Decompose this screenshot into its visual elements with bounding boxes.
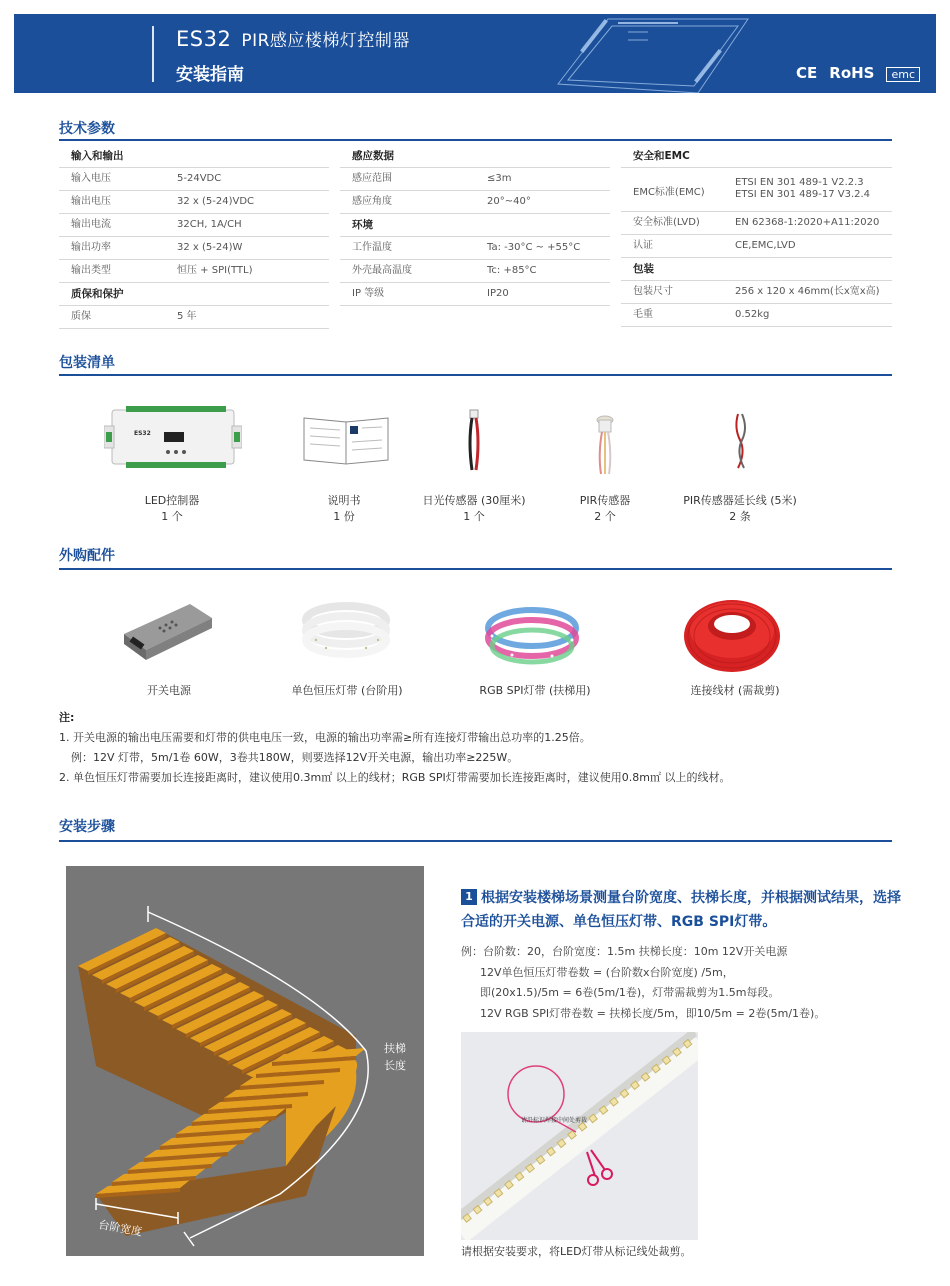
item-name: PIR传感器 [579, 494, 631, 507]
spec-value: 256 x 120 x 46mm(长x宽x高) [735, 286, 880, 297]
extension-cable-image [730, 412, 752, 470]
example-line: 即(20x1.5)/5m = 6卷(5m/1卷)，灯带需裁剪为1.5m每段。 [480, 986, 780, 999]
emc-standard-2: ETSI EN 301 489-17 V3.2.4 [735, 189, 871, 200]
spec-label: 质保 [71, 311, 91, 322]
section-divider [59, 374, 892, 376]
step-1-example [461, 942, 901, 1024]
group-label: 环境 [352, 219, 373, 231]
section-title-specs: 技术参数 [59, 121, 115, 137]
note-1: 1. 开关电源的输出电压需要和灯带的供电电压一致，电源的输出功率需≥所有连接灯带输出总功率的1.25倍。 [59, 731, 591, 744]
item-qty: 1 个 [463, 510, 485, 523]
photo-note-text: 请沿标识焊接中间处剪裁 [521, 1117, 588, 1124]
spec-label: EMC标准(EMC) [633, 187, 705, 198]
spec-row [59, 260, 329, 283]
item-name: LED控制器 [144, 494, 200, 507]
spec-label: 毛重 [633, 309, 653, 320]
spec-column-io [59, 145, 329, 329]
spec-group-header [59, 145, 329, 168]
spec-row [340, 283, 610, 306]
spec-label: 工作温度 [352, 242, 392, 253]
item-name: 说明书 [327, 494, 361, 507]
item-qty: 1 份 [333, 510, 355, 523]
spec-label: 认证 [633, 240, 653, 251]
guide-subtitle: 安装指南 [176, 65, 244, 85]
rohs-mark: RoHS [829, 64, 875, 82]
spec-row [621, 304, 892, 327]
section-divider [59, 568, 892, 570]
spec-group-header [621, 258, 892, 281]
notes-block [59, 708, 899, 788]
spec-group-header [621, 145, 892, 168]
spec-row [59, 237, 329, 260]
item-name: 日光传感器 (30厘米) [422, 494, 526, 507]
model-text: ES32 [176, 27, 232, 51]
spec-value: 恒压 + SPI(TTL) [177, 265, 253, 276]
spec-label: 输入电压 [71, 173, 111, 184]
spec-label: 输出类型 [71, 265, 111, 276]
spec-label: 输出功率 [71, 242, 111, 253]
spec-value: 5-24VDC [177, 173, 222, 184]
handrail-length-label-2: 长度 [384, 1059, 406, 1072]
product-model [176, 26, 410, 51]
ce-mark: CE [796, 64, 818, 82]
spec-value: IP20 [487, 288, 509, 299]
spec-label: 包装尺寸 [633, 286, 673, 297]
emc-standard-1: ETSI EN 301 489-1 V2.2.3 [735, 177, 864, 188]
emc-mark: emc [886, 67, 920, 82]
spec-label: IP 等级 [352, 288, 385, 299]
spec-label: 输出电压 [71, 196, 111, 207]
spec-label: 输出电流 [71, 219, 111, 230]
step-1-heading [461, 886, 901, 934]
spec-label: 外壳最高温度 [352, 265, 412, 276]
spec-value: Ta: -30°C ~ +55°C [487, 242, 581, 253]
spec-row [59, 306, 329, 329]
section-title-accessories: 外购配件 [59, 548, 115, 564]
group-label: 输入和输出 [71, 150, 124, 162]
spec-value: ≤3m [487, 173, 512, 184]
strip-photo-caption: 请根据安装要求，将LED灯带从标记线处裁剪。 [461, 1245, 692, 1258]
spec-label: 安全标准(LVD) [633, 217, 700, 228]
handrail-length-label-1: 扶梯 [384, 1042, 406, 1055]
accessory-rgb-strip [462, 683, 608, 699]
accessory-wire [662, 683, 808, 699]
note-2: 2. 单色恒压灯带需要加长连接距离时，建议使用0.3m㎡ 以上的线材；RGB SPI灯带需要加长连接距离时，建议使用0.8m㎡ 以上的线材。 [59, 771, 731, 784]
spec-row [340, 260, 610, 283]
section-title-install: 安装步骤 [59, 819, 115, 835]
spec-value: 5 年 [177, 311, 197, 322]
item-qty: 1 个 [161, 510, 183, 523]
item-qty: 2 个 [594, 510, 616, 523]
spec-row [621, 281, 892, 304]
controller-image [104, 404, 242, 470]
step-number-badge: 1 [461, 889, 477, 905]
spec-value: 32 x (5-24)W [177, 242, 243, 253]
rgb-strip-image [482, 600, 582, 668]
step-heading-text: 根据安装楼梯场景测量台阶宽度、扶梯长度，并根据测试结果，选择合适的开关电源、单色恒压灯带、RGB SPI灯带。 [461, 890, 901, 930]
group-label: 质保和保护 [71, 288, 124, 300]
package-item-pir-sensor [545, 493, 665, 525]
spec-value: CE,EMC,LVD [735, 240, 796, 251]
certification-row [796, 64, 920, 82]
spec-row-emc [621, 168, 892, 212]
spec-label: 感应范围 [352, 173, 392, 184]
spec-row [59, 168, 329, 191]
stair-diagram [66, 866, 424, 1256]
spec-column-sensing [340, 145, 610, 306]
group-label: 安全和EMC [633, 150, 690, 162]
spec-group-header [59, 283, 329, 306]
spec-value: 0.52kg [735, 309, 770, 320]
item-qty: 2 条 [729, 510, 751, 523]
strip-cut-graphic [461, 1032, 698, 1240]
example-line: 12V RGB SPI灯带卷数 = 扶梯长度/5m，即10/5m = 2卷(5m/1卷)。 [480, 1006, 826, 1020]
spec-group-header [340, 145, 610, 168]
spec-value [735, 177, 870, 201]
mono-strip-image [302, 600, 390, 658]
item-name: 连接线材 (需裁剪) [690, 684, 780, 697]
section-divider [59, 139, 892, 141]
controller-model-text: ES32 [134, 430, 151, 437]
example-line: 例：台阶数：20，台阶宽度：1.5m 扶梯长度：10m 12V开关电源 [461, 945, 788, 958]
strip-cut-photo [461, 1032, 698, 1240]
spec-row [59, 214, 329, 237]
spec-row [340, 168, 610, 191]
notes-title: 注: [59, 711, 75, 724]
item-name: RGB SPI灯带 (扶梯用) [479, 684, 591, 697]
accessory-power-supply [109, 683, 229, 699]
spec-row [621, 212, 892, 235]
package-item-controller [112, 493, 232, 525]
item-name: 单色恒压灯带 (台阶用) [291, 684, 403, 697]
package-item-manual [284, 493, 404, 525]
spec-value: 20°~40° [487, 196, 531, 207]
spec-value: EN 62368-1:2020+A11:2020 [735, 217, 880, 228]
spec-row [340, 191, 610, 214]
product-title: PIR感应楼梯灯控制器 [241, 31, 410, 51]
group-label: 包装 [633, 263, 654, 275]
item-name: 开关电源 [147, 684, 191, 697]
spec-row [59, 191, 329, 214]
spec-row [340, 237, 610, 260]
stair-diagram-graphic [66, 866, 424, 1256]
example-line: 12V单色恒压灯带卷数 = (台阶数x台阶宽度) /5m， [480, 965, 734, 979]
section-title-package: 包装清单 [59, 355, 115, 371]
spec-value: Tc: +85°C [487, 265, 537, 276]
spec-value: 32CH, 1A/CH [177, 219, 242, 230]
spec-value: 32 x (5-24)VDC [177, 196, 255, 207]
power-supply-image [120, 600, 216, 664]
group-label: 感应数据 [352, 150, 394, 162]
scissors-icon [587, 1150, 612, 1185]
spec-group-header [340, 214, 610, 237]
manual-image [302, 414, 390, 466]
header-board-illustration [548, 14, 758, 93]
step-width-label: 台阶宽度 [97, 1218, 144, 1239]
wire-coil-image [682, 596, 782, 676]
item-name: PIR传感器延长线 (5米) [683, 494, 797, 507]
pir-sensor-image [592, 414, 618, 476]
package-item-extension-cable [665, 493, 815, 525]
section-divider [59, 840, 892, 842]
accessory-mono-strip [274, 683, 420, 699]
spec-label: 感应角度 [352, 196, 392, 207]
header-divider [152, 26, 154, 82]
note-1-example: 例：12V 灯带，5m/1卷 60W，3卷共180W，则要选择12V开关电源，输出功率≥225W。 [71, 751, 519, 764]
package-item-daylight-sensor [404, 493, 544, 525]
daylight-sensor-image [462, 408, 486, 472]
spec-row [621, 235, 892, 258]
spec-column-safety [621, 145, 892, 327]
